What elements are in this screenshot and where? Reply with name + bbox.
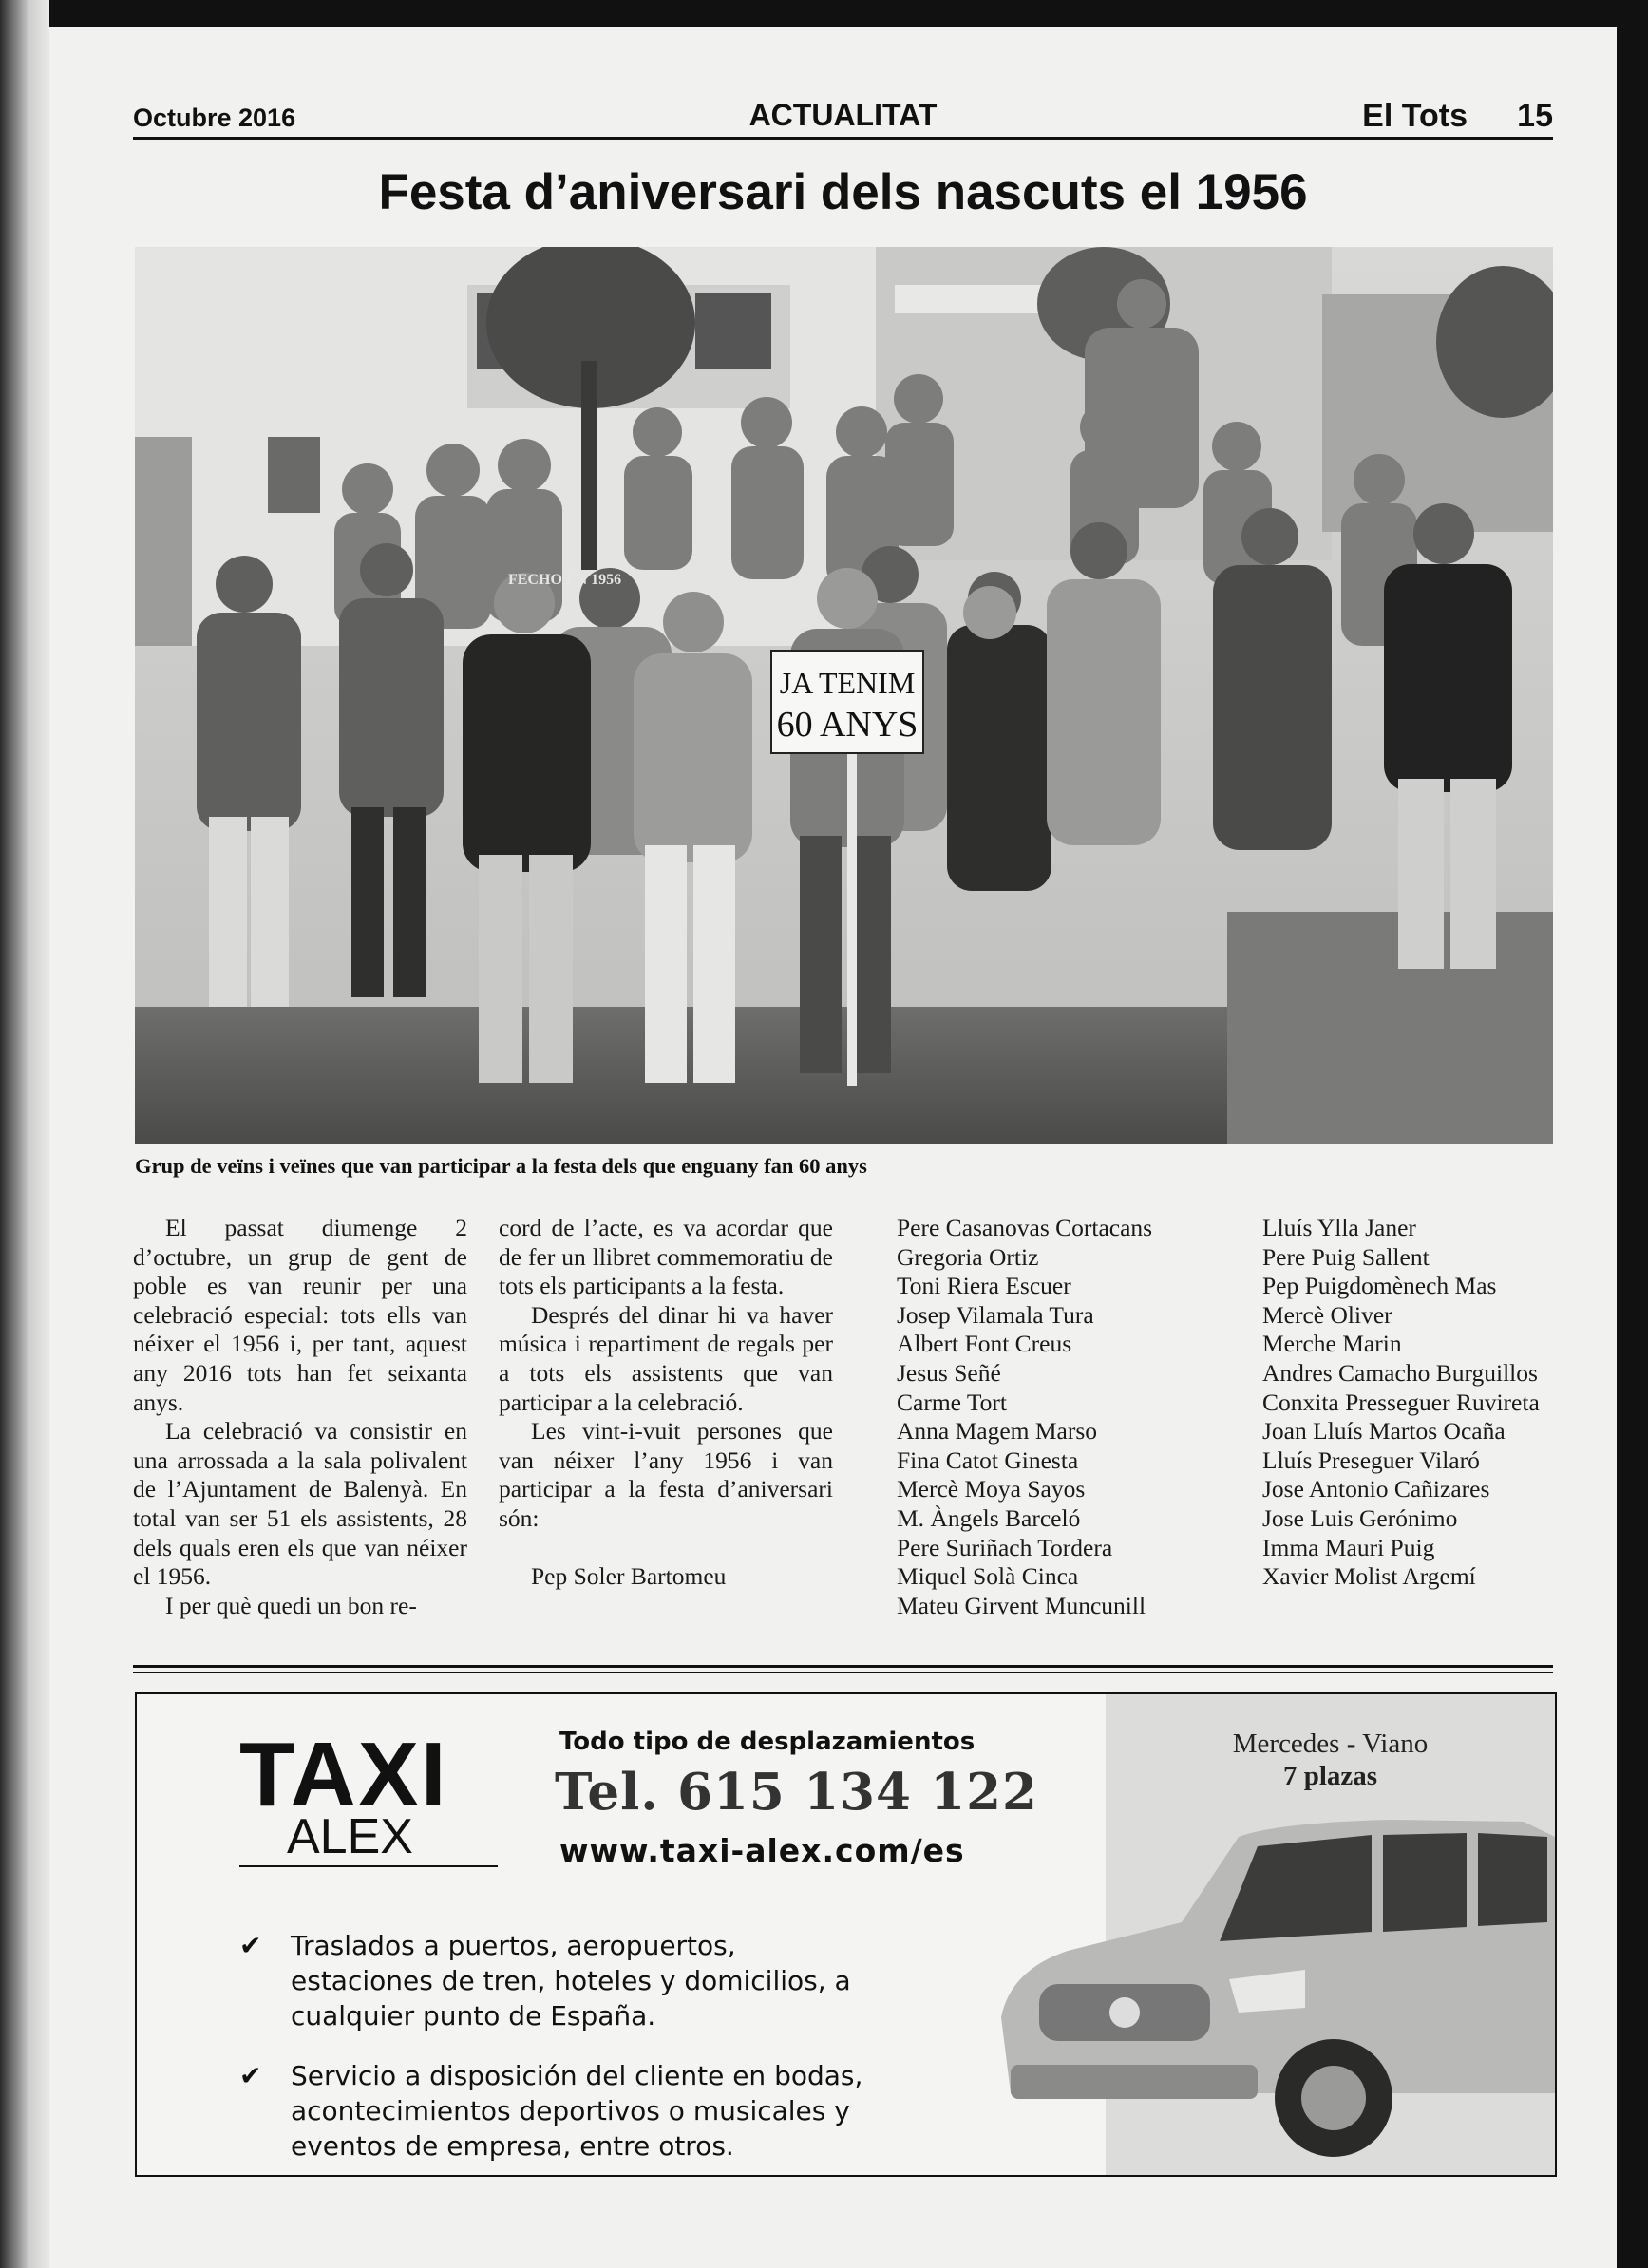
checkmark-icon: ✔ bbox=[239, 1930, 262, 1961]
attendee-name: Jose Luis Gerónimo bbox=[1262, 1503, 1458, 1532]
attendee-name: Mateu Girvent Muncunill bbox=[897, 1591, 1146, 1619]
section-divider-thin bbox=[133, 1672, 1553, 1673]
shirt-text: FECHO EN 1956 bbox=[508, 572, 622, 588]
section-title: ACTUALITAT bbox=[748, 98, 938, 132]
attendee-name: Fina Catot Ginesta bbox=[897, 1446, 1079, 1474]
issue-date: Octubre 2016 bbox=[133, 104, 296, 132]
page-number: 15 bbox=[1517, 98, 1553, 134]
car-seats: 7 plazas bbox=[1282, 1761, 1378, 1791]
ad-bullet-text: Servicio a disposición del cliente en bodas, acontecimientos deportivos o musicales y eventos de empresa, entre otros. bbox=[291, 2060, 863, 2162]
attendee-name: Lluís Preseguer Vilaró bbox=[1262, 1446, 1480, 1474]
attendee-name: Imma Mauri Puig bbox=[1262, 1533, 1435, 1561]
sign-stick bbox=[847, 715, 857, 1086]
attendee-name: Pep Soler Bartomeu bbox=[531, 1561, 727, 1590]
paragraph: I per què quedi un bon re- bbox=[165, 1591, 417, 1619]
paragraph: Després del dinar hi va haver música i repartiment de regals per a tots els assistents que van participar a la celebració. bbox=[499, 1300, 833, 1416]
article-column-1 bbox=[133, 1214, 467, 1620]
attendee-name: Andres Camacho Burguillos bbox=[1262, 1358, 1538, 1387]
attendee-name: Mercè Oliver bbox=[1262, 1300, 1392, 1329]
ad-bullet bbox=[239, 2058, 866, 2164]
ad-bullet-text: Traslados a puertos, aeropuertos, estaciones de tren, hoteles y domicilios, a cualquier punto de España. bbox=[291, 1930, 851, 2032]
car-model: Mercedes - Viano bbox=[1232, 1729, 1429, 1759]
paragraph: Les vint-i-vuit persones que van néixer l’any 1956 i van participar a la festa d’aniversari són: bbox=[499, 1417, 833, 1532]
logo-underline bbox=[239, 1865, 498, 1867]
article-headline: Festa d’aniversari dels nascuts el 1956 bbox=[378, 164, 1308, 220]
attendee-name: Pere Puig Sallent bbox=[1262, 1242, 1430, 1271]
attendee-name: Pep Puigdomènech Mas bbox=[1262, 1272, 1497, 1300]
attendee-list-column-4 bbox=[1230, 1214, 1553, 1592]
attendee-name: Albert Font Creus bbox=[897, 1330, 1072, 1358]
attendee-list-column-3 bbox=[864, 1214, 1199, 1620]
ad-phone: Tel. 615 134 122 bbox=[555, 1763, 1038, 1822]
attendee-name: Pere Suriñach Tordera bbox=[897, 1533, 1113, 1561]
checkmark-icon: ✔ bbox=[239, 2060, 262, 2091]
book-gutter bbox=[0, 0, 49, 2268]
page-header bbox=[133, 95, 1553, 140]
ad-tagline: Todo tipo de desplazamientos bbox=[559, 1728, 976, 1756]
ad-website: www.taxi-alex.com/es bbox=[559, 1832, 965, 1869]
taxi-advertisement bbox=[135, 1692, 1557, 2177]
ad-bullet bbox=[239, 1928, 866, 2033]
publication-name: El Tots bbox=[1362, 98, 1468, 134]
attendee-name: Pere Casanovas Cortacans bbox=[897, 1214, 1153, 1241]
attendee-name: Conxita Presseguer Ruvireta bbox=[1262, 1388, 1540, 1416]
attendee-name: Joan Lluís Martos Ocaña bbox=[1262, 1417, 1506, 1446]
paragraph: cord de l’acte, es va acordar que de fer un llibret commemoratiu de tots els participants a la festa. bbox=[499, 1214, 833, 1300]
attendee-name: Mercè Moya Sayos bbox=[897, 1475, 1086, 1503]
attendee-name: Anna Magem Marso bbox=[897, 1417, 1098, 1446]
attendee-name: Xavier Molist Argemí bbox=[1262, 1562, 1476, 1591]
attendee-name: Jose Antonio Cañizares bbox=[1262, 1475, 1490, 1503]
attendee-name: Jesus Señé bbox=[897, 1358, 1001, 1387]
paragraph: El passat diumenge 2 d’octubre, un grup de gent de poble es van reunir per una celebració especial: tots ells van néixer el 1956 i, per tant, aquest any 2016 tots han fet seixanta anys. bbox=[133, 1214, 467, 1416]
article-column-2 bbox=[499, 1214, 833, 1591]
attendee-name: Toni Riera Escuer bbox=[897, 1272, 1071, 1300]
photo-caption: Grup de veïns i veïnes que van participar a la festa dels que enguany fan 60 anys bbox=[135, 1154, 867, 1178]
attendee-name: Lluís Ylla Janer bbox=[1262, 1214, 1416, 1241]
attendee-name: Carme Tort bbox=[897, 1388, 1008, 1416]
attendee-name: Miquel Solà Cinca bbox=[897, 1562, 1079, 1591]
taxi-logo: TAXI bbox=[239, 1724, 448, 1825]
paragraph: La celebració va consistir en una arrossada a la sala polivalent de l’Ajuntament de Balenyà. En total van ser 51 els assistents, 28 dels quals eren els que van néixer el 1956. bbox=[133, 1417, 467, 1591]
attendee-name: Merche Marin bbox=[1262, 1330, 1402, 1358]
attendee-name: Josep Vilamala Tura bbox=[897, 1300, 1094, 1329]
attendee-name: M. Àngels Barceló bbox=[897, 1503, 1081, 1532]
group-photo bbox=[135, 247, 1553, 1144]
sign-line1: JA TENIM bbox=[779, 666, 916, 700]
section-divider bbox=[133, 1665, 1553, 1668]
van-image bbox=[992, 1808, 1555, 2175]
attendee-name: Gregoria Ortiz bbox=[897, 1242, 1039, 1271]
sign-line2: 60 ANYS bbox=[776, 705, 919, 745]
taxi-company-name: ALEX bbox=[287, 1809, 413, 1864]
